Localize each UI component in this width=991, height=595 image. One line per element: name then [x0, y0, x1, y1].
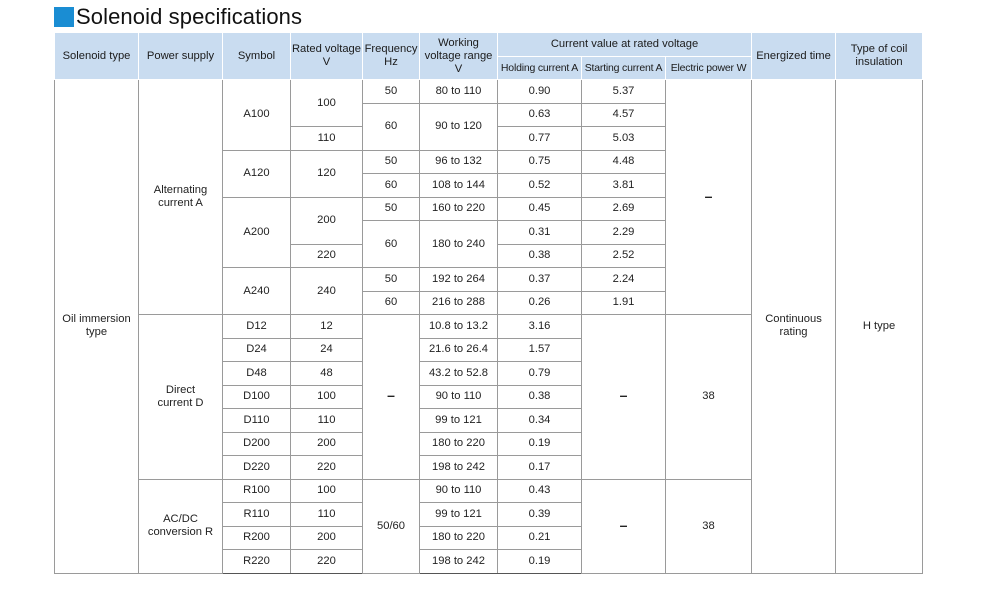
header-working-voltage-range: Working voltage range V [420, 33, 498, 80]
voltage-range-cell: 180 to 240 [420, 221, 498, 268]
voltage-range-cell: 99 to 121 [420, 409, 498, 433]
frequency-cell: 60 [363, 221, 420, 268]
frequency-cell: 50 [363, 150, 420, 174]
page-title: Solenoid specifications [76, 4, 303, 29]
rated-voltage-cell: 120 [291, 150, 363, 197]
rated-voltage-cell: 48 [291, 362, 363, 386]
rated-voltage-cell: 12 [291, 315, 363, 339]
dash-mark: – [704, 187, 713, 204]
starting-current-cell: 2.69 [582, 197, 666, 221]
frequency-cell: 50 [363, 197, 420, 221]
rated-voltage-cell: 220 [291, 456, 363, 480]
rated-voltage-cell: 110 [291, 503, 363, 527]
header-frequency: Frequency Hz [363, 33, 420, 80]
voltage-range-cell: 160 to 220 [420, 197, 498, 221]
header-electric-power: Electric power W [666, 57, 752, 80]
rated-voltage-cell: 200 [291, 526, 363, 550]
voltage-range-cell: 90 to 120 [420, 103, 498, 150]
voltage-range-cell: 216 to 288 [420, 291, 498, 315]
symbol-cell: A120 [223, 150, 291, 197]
voltage-range-cell: 10.8 to 13.2 [420, 315, 498, 339]
insulation-cell: H type [836, 80, 923, 574]
voltage-range-cell: 180 to 220 [420, 432, 498, 456]
holding-current-cell: 0.77 [498, 127, 582, 151]
table-row [55, 80, 923, 104]
rated-voltage-cell: 100 [291, 80, 363, 127]
holding-current-cell: 3.16 [498, 315, 582, 339]
symbol-cell: A200 [223, 197, 291, 268]
frequency-dc [363, 315, 420, 480]
holding-current-cell: 0.52 [498, 174, 582, 198]
frequency-cell: 50 [363, 80, 420, 104]
symbol-cell: R110 [223, 503, 291, 527]
rated-voltage-cell: 200 [291, 197, 363, 244]
symbol-cell: D200 [223, 432, 291, 456]
starting-current-cell: 4.48 [582, 150, 666, 174]
starting-current-cell: 1.91 [582, 291, 666, 315]
voltage-range-cell: 80 to 110 [420, 80, 498, 104]
header-current-group: Current value at rated voltage [498, 33, 752, 57]
symbol-cell: A100 [223, 80, 291, 151]
frequency-cell: 60 [363, 103, 420, 150]
holding-current-cell: 1.57 [498, 338, 582, 362]
holding-current-cell: 0.38 [498, 244, 582, 268]
voltage-range-cell: 43.2 to 52.8 [420, 362, 498, 386]
holding-current-cell: 0.17 [498, 456, 582, 480]
holding-current-cell: 0.79 [498, 362, 582, 386]
voltage-range-cell: 96 to 132 [420, 150, 498, 174]
electric-power-ac [666, 80, 752, 315]
frequency-acdc: 50/60 [363, 479, 420, 573]
header-energized-time: Energized time [752, 33, 836, 80]
power-supply-ac: Alternating current A [139, 80, 223, 315]
header-holding-current: Holding current A [498, 57, 582, 80]
rated-voltage-cell: 200 [291, 432, 363, 456]
dash-mark: – [619, 387, 628, 404]
symbol-cell: R220 [223, 550, 291, 574]
header-power-supply: Power supply [139, 33, 223, 80]
symbol-cell: D24 [223, 338, 291, 362]
header-rated-voltage: Rated voltage V [291, 33, 363, 80]
title-marker-icon [54, 7, 74, 27]
starting-current-cell: 2.52 [582, 244, 666, 268]
holding-current-cell: 0.63 [498, 103, 582, 127]
voltage-range-cell: 180 to 220 [420, 526, 498, 550]
starting-current-dc [582, 315, 666, 480]
holding-current-cell: 0.75 [498, 150, 582, 174]
holding-current-cell: 0.19 [498, 550, 582, 574]
header-row [55, 33, 923, 57]
symbol-cell: D110 [223, 409, 291, 433]
holding-current-cell: 0.19 [498, 432, 582, 456]
dash-mark: – [619, 516, 628, 533]
voltage-range-cell: 90 to 110 [420, 479, 498, 503]
dash-mark: – [387, 387, 395, 404]
electric-power-acdc: 38 [666, 479, 752, 573]
header-starting-current: Starting current A [582, 57, 666, 80]
starting-current-acdc [582, 479, 666, 573]
holding-current-cell: 0.39 [498, 503, 582, 527]
power-supply-dc: Direct current D [139, 315, 223, 480]
rated-voltage-cell: 100 [291, 479, 363, 503]
voltage-range-cell: 99 to 121 [420, 503, 498, 527]
starting-current-cell: 2.24 [582, 268, 666, 292]
symbol-cell: A240 [223, 268, 291, 315]
symbol-cell: D48 [223, 362, 291, 386]
starting-current-cell: 2.29 [582, 221, 666, 245]
holding-current-cell: 0.38 [498, 385, 582, 409]
symbol-cell: R200 [223, 526, 291, 550]
symbol-cell: D12 [223, 315, 291, 339]
holding-current-cell: 0.31 [498, 221, 582, 245]
symbol-cell: D100 [223, 385, 291, 409]
voltage-range-cell: 198 to 242 [420, 456, 498, 480]
starting-current-cell: 5.03 [582, 127, 666, 151]
header-solenoid-type: Solenoid type [55, 33, 139, 80]
header-symbol: Symbol [223, 33, 291, 80]
rated-voltage-cell: 100 [291, 385, 363, 409]
rated-voltage-cell: 110 [291, 409, 363, 433]
voltage-range-cell: 90 to 110 [420, 385, 498, 409]
holding-current-cell: 0.34 [498, 409, 582, 433]
electric-power-dc: 38 [666, 315, 752, 480]
starting-current-cell: 3.81 [582, 174, 666, 198]
rated-voltage-cell: 24 [291, 338, 363, 362]
holding-current-cell: 0.90 [498, 80, 582, 104]
rated-voltage-cell: 110 [291, 127, 363, 151]
starting-current-cell: 5.37 [582, 80, 666, 104]
holding-current-cell: 0.45 [498, 197, 582, 221]
rated-voltage-cell: 240 [291, 268, 363, 315]
energized-time-cell: Continuous rating [752, 80, 836, 574]
holding-current-cell: 0.21 [498, 526, 582, 550]
frequency-cell: 50 [363, 268, 420, 292]
holding-current-cell: 0.43 [498, 479, 582, 503]
rated-voltage-cell: 220 [291, 550, 363, 574]
section-title [54, 4, 302, 30]
starting-current-cell: 4.57 [582, 103, 666, 127]
solenoid-spec-table [54, 32, 923, 574]
voltage-range-cell: 192 to 264 [420, 268, 498, 292]
solenoid-type-cell: Oil immersion type [55, 80, 139, 574]
power-supply-acdc: AC/DC conversion R [139, 479, 223, 573]
voltage-range-cell: 21.6 to 26.4 [420, 338, 498, 362]
holding-current-cell: 0.26 [498, 291, 582, 315]
header-coil-insulation: Type of coil insulation [836, 33, 923, 80]
holding-current-cell: 0.37 [498, 268, 582, 292]
rated-voltage-cell: 220 [291, 244, 363, 268]
symbol-cell: D220 [223, 456, 291, 480]
symbol-cell: R100 [223, 479, 291, 503]
frequency-cell: 60 [363, 174, 420, 198]
frequency-cell: 60 [363, 291, 420, 315]
voltage-range-cell: 198 to 242 [420, 550, 498, 574]
voltage-range-cell: 108 to 144 [420, 174, 498, 198]
